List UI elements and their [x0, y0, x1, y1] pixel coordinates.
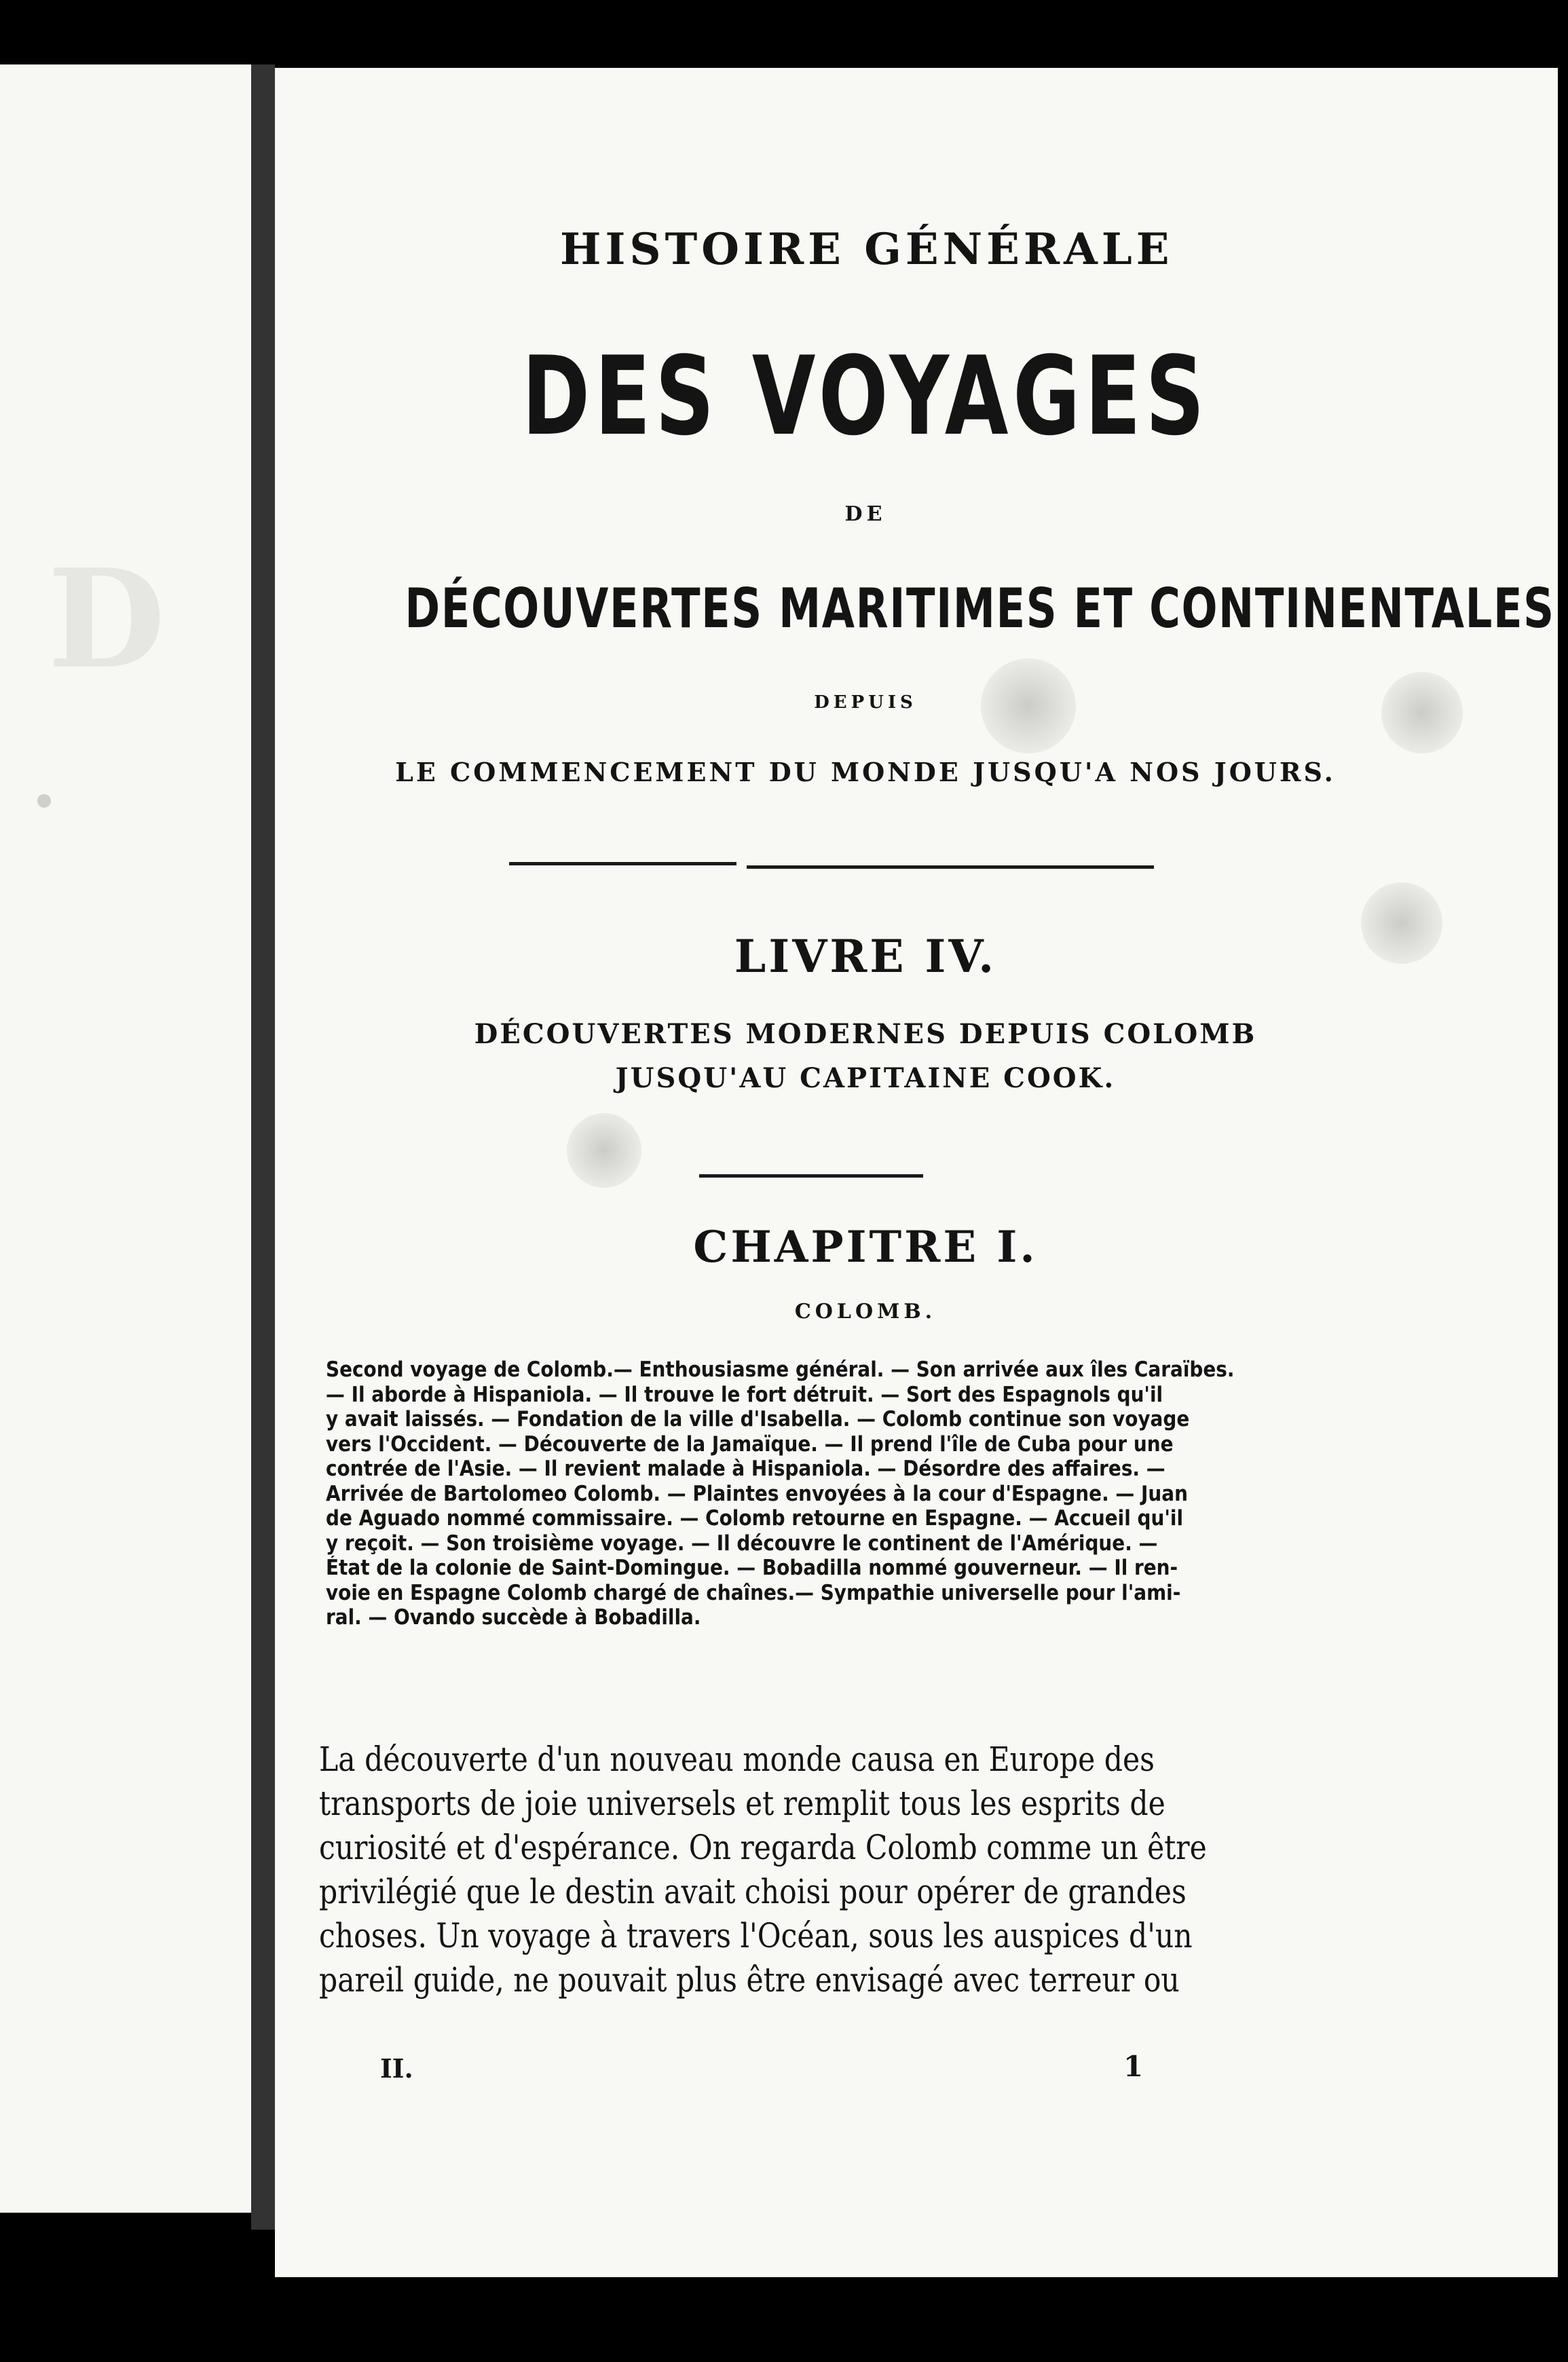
paper-speck	[37, 794, 51, 808]
title-subject: DÉCOUVERTES MARITIMES ET CONTINENTALES	[405, 577, 1555, 640]
summary-line: y reçoit. — Son troisième voyage. — Il découvre le continent de l'Amérique. —	[326, 1531, 1158, 1556]
chapter-title: CHAPITRE I.	[693, 1222, 1038, 1273]
divider-rule	[509, 862, 736, 865]
summary-line: contrée de l'Asie. — Il revient malade à Hispaniola. — Désordre des affaires. —	[326, 1457, 1165, 1481]
book-subtitle-line-2: JUSQU'AU CAPITAINE COOK.	[615, 1062, 1116, 1094]
body-line: transports de joie universels et remplit tous les esprits de	[319, 1784, 1165, 1823]
body-line: privilégié que le destin avait choisi pour opérer de grandes	[319, 1872, 1187, 1911]
summary-line: — Il aborde à Hispaniola. — Il trouve le fort détruit. — Sort des Espagnols qu'il	[326, 1382, 1163, 1407]
show-through-letters: D	[48, 540, 172, 699]
chapter-subject: COLOMB.	[794, 1300, 937, 1324]
title-connector-depuis: DEPUIS	[814, 692, 917, 713]
foxing-stain	[1381, 672, 1463, 753]
body-paragraph	[319, 1738, 1392, 2002]
series-title: HISTOIRE GÉNÉRALE	[560, 224, 1174, 275]
body-line: pareil guide, ne pouvait plus être envisagé avec terreur ou	[319, 1960, 1180, 2000]
title-span: LE COMMENCEMENT DU MONDE JUSQU'A NOS JOURS.	[395, 757, 1336, 787]
page-number: 1	[1123, 2050, 1144, 2083]
main-title: DES VOYAGES	[521, 333, 1210, 460]
summary-line: voie en Espagne Colomb chargé de chaînes.— Sympathie universelle pour l'ami-	[326, 1580, 1181, 1605]
foxing-stain	[567, 1113, 641, 1188]
left-page-fragment	[0, 64, 251, 2213]
body-line: curiosité et d'espérance. On regarda Colomb comme un être	[319, 1828, 1207, 1867]
chapter-summary	[326, 1357, 1361, 1630]
book-title: LIVRE IV.	[734, 930, 997, 983]
divider-rule-short	[699, 1174, 923, 1178]
divider-rule	[747, 865, 1154, 869]
body-line: choses. Un voyage à travers l'Océan, sous les auspices d'un	[319, 1916, 1193, 1955]
summary-line: Second voyage de Colomb.— Enthousiasme général. — Son arrivée aux îles Caraïbes.	[326, 1357, 1235, 1382]
summary-line: vers l'Occident. — Découverte de la Jamaïque. — Il prend l'île de Cuba pour une	[326, 1431, 1174, 1457]
signature-mark: II.	[380, 2053, 413, 2084]
book-subtitle-line-1: DÉCOUVERTES MODERNES DEPUIS COLOMB	[474, 1018, 1257, 1050]
summary-line: Arrivée de Bartolomeo Colomb. — Plaintes envoyées à la cour d'Espagne. — Juan	[326, 1481, 1188, 1506]
summary-line: y avait laissés. — Fondation de la ville d'Isabella. — Colomb continue son voyage	[326, 1407, 1190, 1431]
book-binding-gutter	[251, 64, 275, 2230]
body-line: La découverte d'un nouveau monde causa en Europe des	[319, 1740, 1155, 1779]
title-connector: DE	[844, 502, 886, 526]
summary-line: ral. — Ovando succède à Bobadilla.	[326, 1605, 701, 1630]
title-page	[275, 68, 1558, 2277]
summary-line: de Aguado nommé commissaire. — Colomb retourne en Espagne. — Accueil qu'il	[326, 1506, 1184, 1531]
summary-line: État de la colonie de Saint-Domingue. — Bobadilla nommé gouverneur. — Il ren-	[326, 1556, 1178, 1580]
